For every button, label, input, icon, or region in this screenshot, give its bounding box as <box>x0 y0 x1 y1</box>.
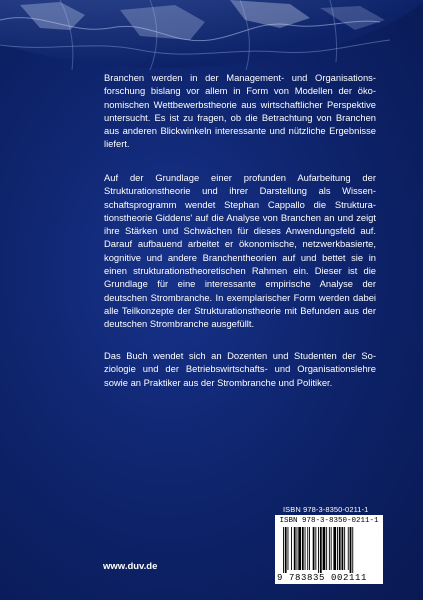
description-paragraph-1: Branchen werden in der Management- und Organisationsforschung bislang vor allem in Form von Modellen der ökonomischen Wettbewerbstheorie aus wirtschaftlicher Perspektive untersucht. Es ist zu fragen, ob die Betrachtung von Branchen aus anderen Blickwinkeln interessante und nützliche Ergebnisse liefert. <box>104 72 376 150</box>
publisher-url: www.duv.de <box>103 561 158 572</box>
barcode <box>275 515 383 584</box>
description-paragraph-2: Auf der Grundlage einer profunden Aufarbeitung der Strukturationstheorie und ihrer Darstellung als Wissenschaftsprogramm wendet Stephan Cappallo die Strukturationstheorie Giddens' auf die Analyse von Branchen an und zeigt ihre Stärken und Schwächen für dieses Anwendungsfeld auf. Darauf aufbauend arbeitet er ökonomische, netzwerkbasierte, kognitive und andere Branchentheorien auf und bettet sie in einen strukturationstheoretischen Rahmen ein. Dieser ist die Grundlage für eine interessante empirische Analyse der deutschen Strombranche. In exemplarischer Form werden dabei alle Teilkonzepte der Strukturationstheorie mit Befunden aus der deutschen Strombranche ausgefüllt. <box>104 172 376 330</box>
isbn-label: ISBN 978-3-8350-0211-1 <box>283 505 369 514</box>
barcode-isbn-text: ISBN 978-3-8350-0211-1 <box>279 517 379 525</box>
globe-illustration <box>0 0 423 70</box>
barcode-digits: 9 783835 002111 <box>277 573 368 583</box>
description-paragraph-3: Das Buch wendet sich an Dozenten und Studenten der Soziologie und der Betriebswirtschafts- und Organisationslehre sowie an Praktiker aus der Strombranche und Politiker. <box>104 350 376 388</box>
